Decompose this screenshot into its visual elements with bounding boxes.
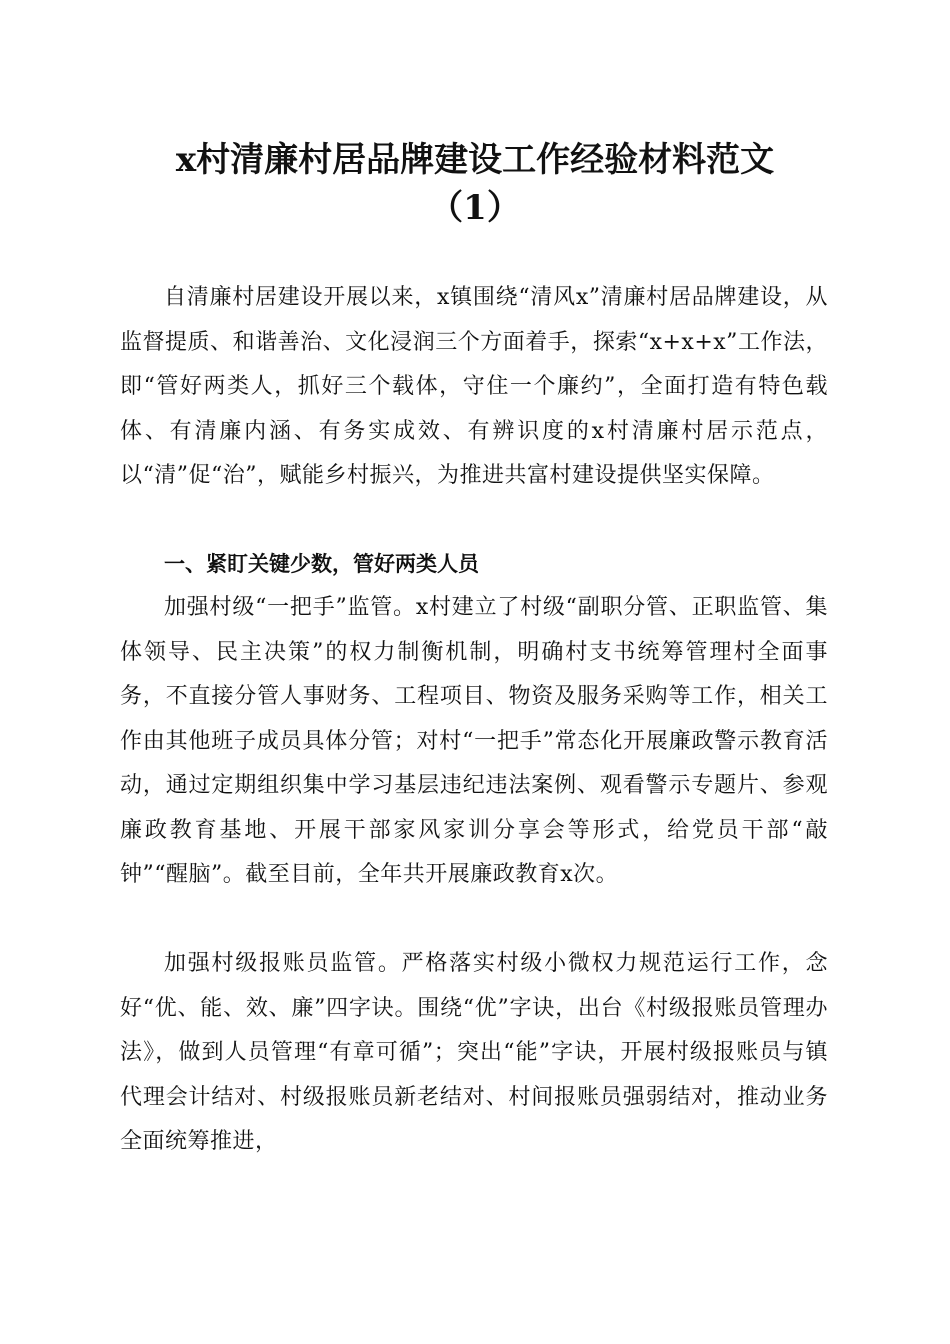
paragraph-village-head-supervision: 加强村级“一把手”监管。x村建立了村级“副职分管、正职监管、集体领导、民主决策”的权力制衡机制，明确村支书统筹管理村全面事务，不直接分管人事财务、工程项目、物资及服务采购等工作，相关工作由其他班子成员具体分管；对村“一把手”常态化开展廉政警示教育活动，通过定期组织集中学习基层违纪违法案例、观看警示专题片、参观廉政教育基地、开展干部家风家训分享会等形式，给党员干部“敲钟”“醒脑”。截至目前，全年共开展廉政教育x次。	[120, 595, 828, 887]
paragraph-accountant-supervision: 加强村级报账员监管。严格落实村级小微权力规范运行工作，念好“优、能、效、廉”四字诀。围绕“优”字诀，出台《村级报账员管理办法》，做到人员管理“有章可循”；突出“能”字诀，开展村级报账员与镇代理会计结对、村级报账员新老结对、村间报账员强弱结对，推动业务全面统筹推进，	[120, 951, 828, 1154]
intro-paragraph: 自清廉村居建设开展以来，x镇围绕“清风x”清廉村居品牌建设，从监督提质、和谐善治、文化浸润三个方面着手，探索“x+x+x”工作法，即“管好两类人，抓好三个载体，守住一个廉约”，全面打造有特色载体、有清廉内涵、有务实成效、有辨识度的x村清廉村居示范点，以“清”促“治”，赋能乡村振兴，为推进共富村建设提供坚实保障。	[120, 285, 828, 488]
section-1-heading: 一、紧盯关键少数，管好两类人员	[164, 552, 479, 576]
document-title-line-2	[100, 185, 850, 231]
document-title-line-1: x村清廉村居品牌建设工作经验材料范文	[175, 140, 775, 180]
document-title-number: （1）	[429, 188, 521, 228]
